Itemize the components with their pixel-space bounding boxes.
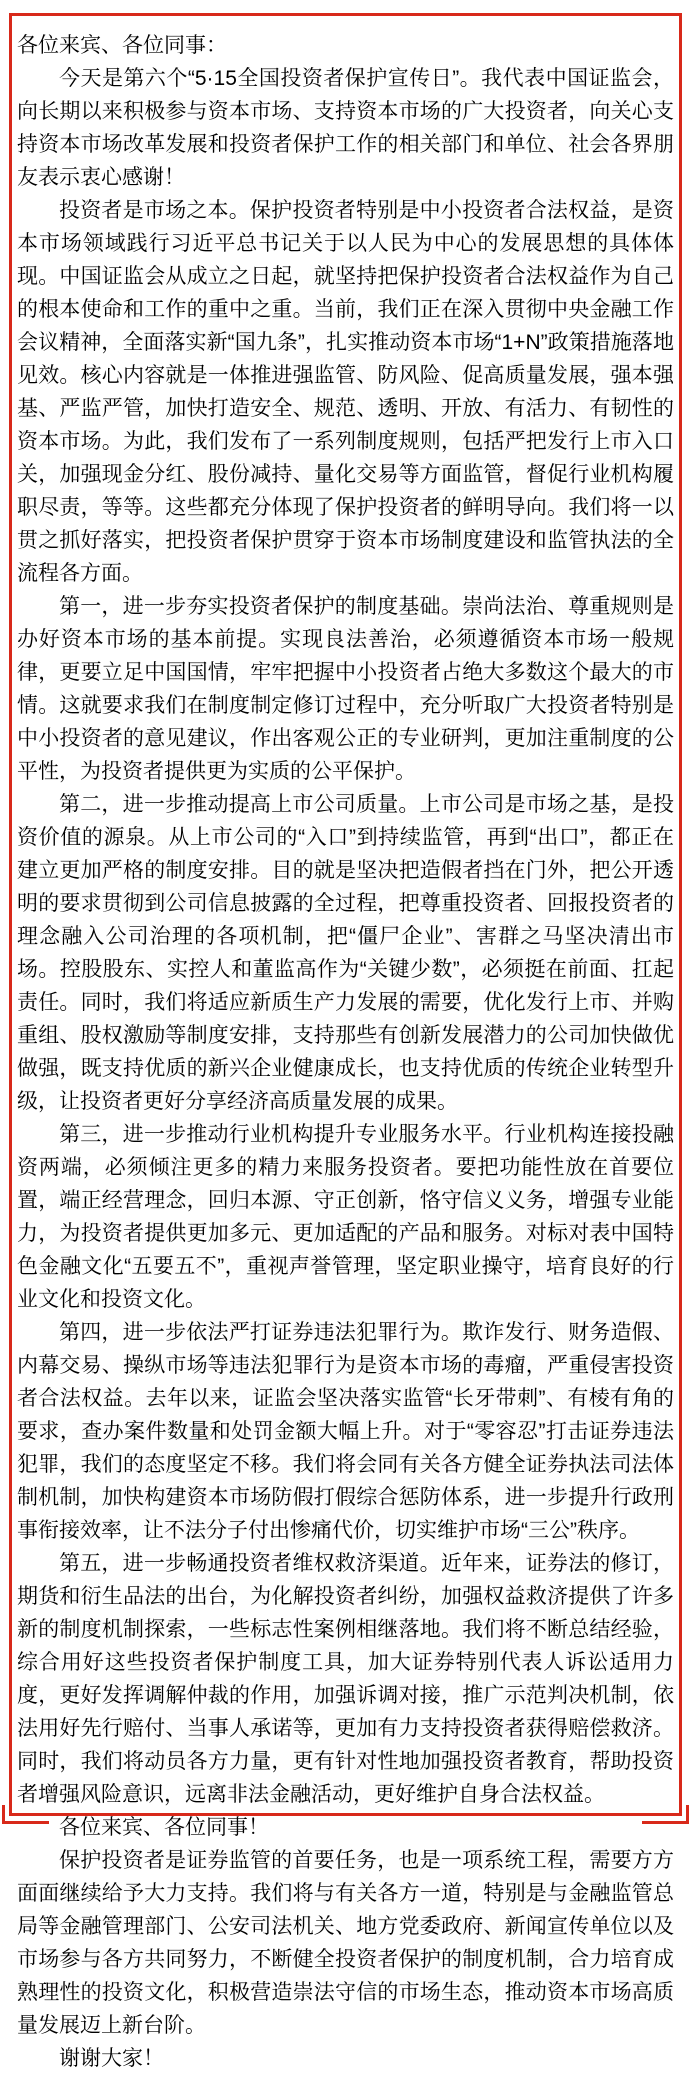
paragraph: 保护投资者是证券监管的首要任务，也是一项系统工程，需要方方面面继续给予大力支持。我们将与有关各方一道，特别是与金融监管总局等金融管理部门、公安司法机关、地方党委政府、新闻宣传单位以及市场参与各方共同努力，不断健全投资者保护的制度机制，合力培育成熟理性的投资文化，积极营造崇法守信的市场生态，推动资本市场高质量发展迈上新台阶。 — [17, 1849, 674, 2037]
paragraph: 第二，进一步推动提高上市公司质量。上市公司是市场之基，是投资价值的源泉。从上市公司的“入口”到持续监管，再到“出口”，都正在建立更加严格的制度安排。目的就是坚决把造假者挡在门外，把公开透明的要求贯彻到公司信息披露的全过程，把尊重投资者、回报投资者的理念融入公司治理的各项机制，把“僵尸企业”、害群之马坚决清出市场。控股股东、实控人和董监高作为“关键少数”，必须挺在前面、扛起责任。同时，我们将适应新质生产力发展的需要，优化发行上市、并购重组、股权激励等制度安排，支持那些有创新发展潜力的公司加快做优做强，既支持优质的新兴企业健康成长，也支持优质的传统企业转型升级，让投资者更好分享经济高质量发展的成果。 — [17, 793, 674, 1113]
paragraph: 第五，进一步畅通投资者维权救济渠道。近年来，证券法的修订，期货和衍生品法的出台，为化解投资者纠纷，加强权益救济提供了许多新的制度机制探索，一些标志性案例相继落地。我们将不断总结经验，综合用好这些投资者保护制度工具，加大证券特别代表人诉讼适用力度，更好发挥调解仲裁的作用，加强诉调对接，推广示范判决机制，依法用好先行赔付、当事人承诺等，更加有力支持投资者获得赔偿救济。同时，我们将动员各方力量，更有针对性地加强投资者教育，帮助投资者增强风险意识，远离非法金融活动，更好维护自身合法权益。 — [17, 1552, 674, 1806]
document-frame — [9, 13, 682, 2070]
paragraph-closing: 谢谢大家！ — [59, 2047, 164, 2070]
frame-corner-accent-bottom-left — [2, 1805, 49, 1824]
paragraph: 第三，进一步推动行业机构提升专业服务水平。行业机构连接投融资两端，必须倾注更多的精力来服务投资者。要把功能性放在首要位置，端正经营理念，回归本源、守正创新，恪守信义义务，增强专业能力，为投资者提供更加多元、更加适配的产品和服务。对标对表中国特色金融文化“五要五不”，重视声誉管理，坚定职业操守，培育良好的行业文化和投资文化。 — [17, 1123, 674, 1311]
document-body — [17, 29, 674, 2075]
paragraph: 投资者是市场之本。保护投资者特别是中小投资者合法权益，是资本市场领域践行习近平总书记关于以人民为中心的发展思想的具体体现。中国证监会从成立之日起，就坚持把保护投资者合法权益作为自己的根本使命和工作的重中之重。当前，我们正在深入贯彻中央金融工作会议精神，全面落实新“国九条”，扎实推动资本市场“1+N”政策措施落地见效。核心内容就是一体推进强监管、防风险、促高质量发展，强本强基、严监严管，加快打造安全、规范、透明、开放、有活力、有韧性的资本市场。为此，我们发布了一系列制度规则，包括严把发行上市入口关，加强现金分红、股份减持、量化交易等方面监管，督促行业机构履职尽责，等等。这些都充分体现了保护投资者的鲜明导向。我们将一以贯之抓好落实，把投资者保护贯穿于资本市场制度建设和监管执法的全流程各方面。 — [17, 199, 674, 585]
paragraph-salutation: 各位来宾、各位同事： — [17, 34, 227, 57]
paragraph: 第一，进一步夯实投资者保护的制度基础。崇尚法治、尊重规则是办好资本市场的基本前提。实现良法善治，必须遵循资本市场一般规律，更要立足中国国情，牢牢把握中小投资者占绝大多数这个最大的市情。这就要求我们在制度制定修订过程中，充分听取广大投资者特别是中小投资者的意见建议，作出客观公正的专业研判，更加注重制度的公平性，为投资者提供更为实质的公平保护。 — [17, 595, 674, 783]
paragraph-salutation-mid: 各位来宾、各位同事！ — [59, 1816, 269, 1839]
paragraph: 第四，进一步依法严打证券违法犯罪行为。欺诈发行、财务造假、内幕交易、操纵市场等违法犯罪行为是资本市场的毒瘤，严重侵害投资者合法权益。去年以来，证监会坚决落实监管“长牙带刺”、有棱有角的要求，查办案件数量和处罚金额大幅上升。对于“零容忍”打击证券违法犯罪，我们的态度坚定不移。我们将会同有关各方健全证券执法司法体制机制，加快构建资本市场防假打假综合惩防体系，进一步提升行政刑事衔接效率，让不法分子付出惨痛代价，切实维护市场“三公”秩序。 — [17, 1321, 674, 1542]
frame-corner-accent-bottom-right — [642, 1805, 689, 1824]
paragraph: 今天是第六个“5·15全国投资者保护宣传日”。我代表中国证监会，向长期以来积极参与资本市场、支持资本市场的广大投资者，向关心支持资本市场改革发展和投资者保护工作的相关部门和单位、社会各界朋友表示衷心感谢！ — [17, 67, 674, 189]
